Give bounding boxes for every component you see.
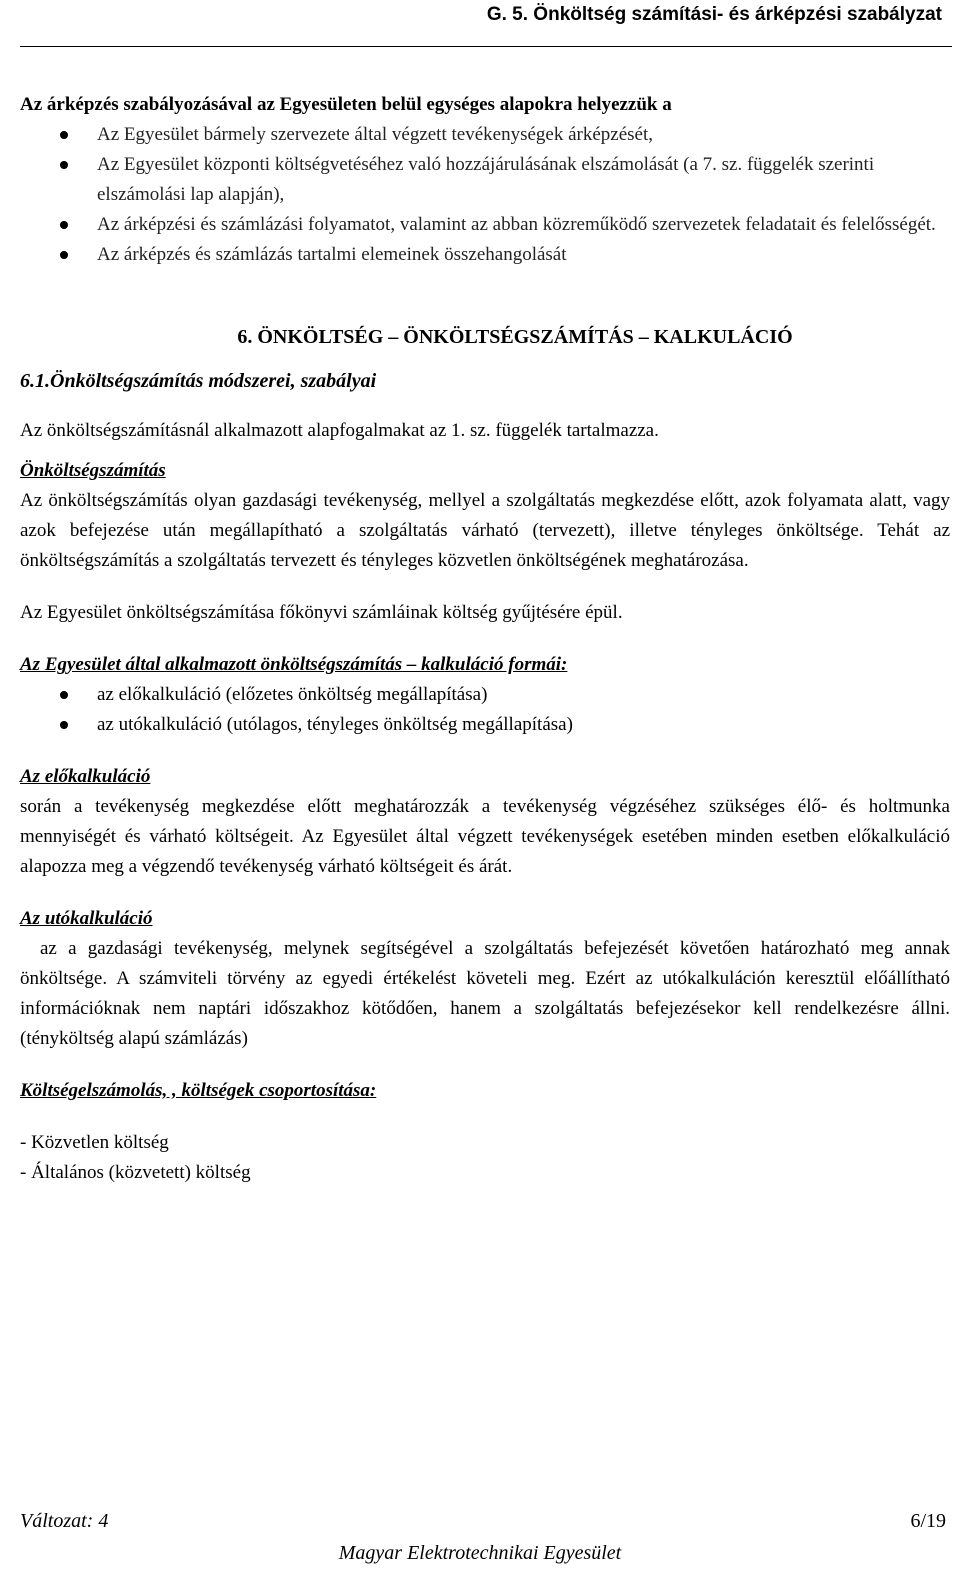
fokonyv-paragraph: Az Egyesület önköltségszámítása főkönyvi számláinak költség gyűjtésére épül. — [20, 602, 623, 623]
bullet-icon — [60, 161, 68, 169]
bullet-icon — [60, 251, 68, 259]
cost-item-direct: - Közvetlen költség — [20, 1132, 169, 1153]
bullet-icon — [60, 131, 68, 139]
forms-title: Az Egyesület által alkalmazott önköltségszámítás – kalkuláció formái: — [20, 654, 568, 675]
forms-list — [20, 680, 950, 740]
utokalkulacio-title: Az utókalkuláció — [20, 908, 153, 929]
document-body — [20, 90, 950, 1188]
header-rule — [20, 46, 952, 47]
section-heading: 6. ÖNKÖLTSÉG – ÖNKÖLTSÉGSZÁMÍTÁS – KALKULÁCIÓ — [237, 326, 793, 348]
list-item: Az árképzési és számlázási folyamatot, valamint az abban közreműködő szervezetek feladatait és felelősségét. — [20, 210, 950, 240]
elokalkulacio-text: során a tevékenység megkezdése előtt meghatározzák a tevékenység végzéséhez szükséges élő- és holtmunka mennyiségét és várható költségeit. Az Egyesület által végzett tevékenységek esetében minden esetben előkalkuláció alapozza meg a végzendő tevékenység várható költségeit és árát. — [20, 796, 950, 877]
bullet-icon — [60, 691, 68, 699]
elokalkulacio-title: Az előkalkuláció — [20, 766, 151, 787]
list-item: az előkalkuláció (előzetes önköltség megállapítása) — [20, 680, 950, 710]
page-header-title: G. 5. Önköltség számítási- és árképzési szabályzat — [486, 4, 942, 25]
list-item: Az Egyesület központi költségvetéséhez való hozzájárulásának elszámolását (a 7. sz. függelék szerinti elszámolási lap alapján), — [20, 150, 950, 210]
list-item: az utókalkuláció (utólagos, tényleges önköltség megállapítása) — [20, 710, 950, 740]
intro-bullet-list — [20, 120, 950, 270]
intro-lead: Az árképzés szabályozásával az Egyesületen belül egységes alapokra helyezzük a — [20, 94, 672, 115]
bullet-icon — [60, 221, 68, 229]
basic-concepts-paragraph: Az önköltségszámításnál alkalmazott alapfogalmakat az 1. sz. függelék tartalmazza. — [20, 420, 659, 441]
onkoltsegszamitas-text: Az önköltségszámítás olyan gazdasági tevékenység, mellyel a szolgáltatás megkezdése előtt, azok folyamata alatt, vagy azok befejezése után megállapítható a szolgáltatás várható (tervezett), illetve tényleges önköltsége. Tehát az önköltségszámítás a szolgáltatás tervezett és tényleges közvetlen önköltségének meghatározása. — [20, 490, 950, 571]
footer-organization: Magyar Elektrotechnikai Egyesület — [338, 1542, 622, 1564]
subsection-heading: 6.1.Önköltségszámítás módszerei, szabályai — [20, 370, 377, 392]
utokalkulacio-text: az a gazdasági tevékenység, melynek segítségével a szolgáltatás befejezését követően határozható meg annak önköltsége. A számviteli törvény az egyedi értékelést követeli meg. Ezért az utókalkuláción keresztül előállítható információknak nem naptári időszakhoz kötődően, hanem a szolgáltatás befejezésekor kell rendelkezésre állni. (tényköltség alapú számlázás) — [20, 938, 950, 1049]
footer-page-number: 6/19 — [910, 1510, 946, 1532]
list-item: Az Egyesület bármely szervezete által végzett tevékenységek árképzését, — [20, 120, 950, 150]
cost-title: Költségelszámolás, , költségek csoportosítása: — [20, 1080, 377, 1101]
bullet-icon — [60, 721, 68, 729]
onkoltsegszamitas-title: Önköltségszámítás — [20, 460, 166, 481]
list-item: Az árképzés és számlázás tartalmi elemeinek összehangolását — [20, 240, 950, 270]
footer-version: Változat: 4 — [20, 1510, 109, 1532]
cost-item-general: - Általános (közvetett) költség — [20, 1162, 251, 1183]
